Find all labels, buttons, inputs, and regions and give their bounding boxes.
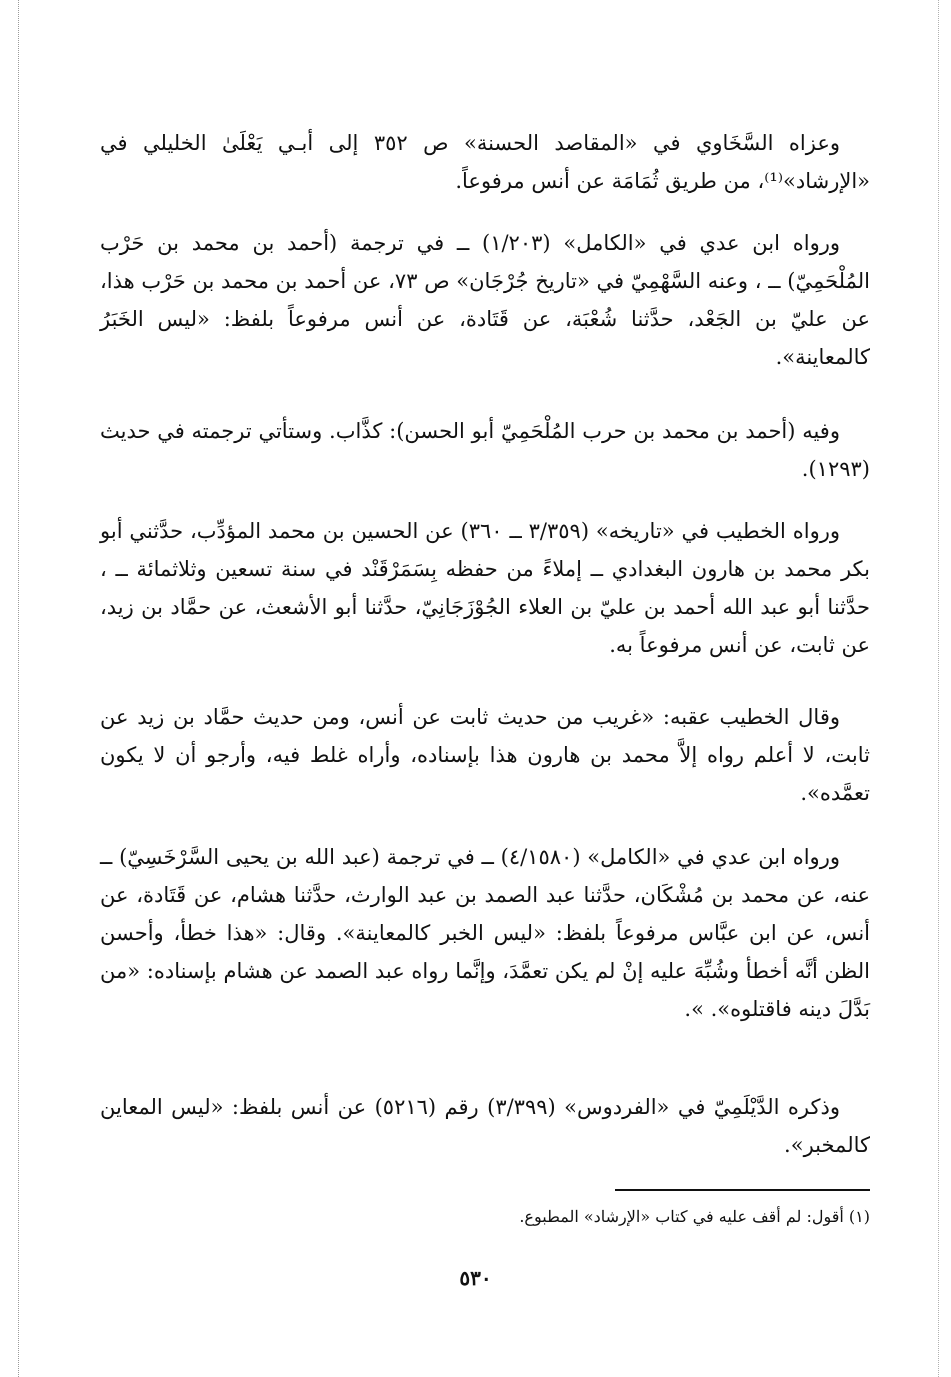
paragraph: وقال الخطيب عقبه: «غريب من حديث ثابت عن أنس، ومن حديث حمَّاد بن زيد عن ثابت، لا أعلم رواه إلاَّ محمد بن هارون هذا بإسناده، وأراه غلط فيه، وأرجو أن لا يكون تعمَّده».: [100, 705, 870, 805]
paragraph: ورواه الخطيب في «تاريخه» (٣/٣٥٩ ــ ٣٦٠) عن الحسين بن محمد المؤدِّب، حدَّثني أبو بكر محمد بن هارون البغدادي ــ إملاءً من حفظه بِسَمَرْقَنْد في سنة تسعين وثلاثمائة ــ ، حدَّثنا أبو عبد الله أحمد بن عليّ بن العلاء الجُوْزَجَانِيّ، حدَّثنا أبو الأشعث، عن حمَّاد بن زيد، عن ثابت، عن أنس مرفوعاً به.: [100, 519, 870, 657]
page-number: ٥٣٠: [459, 1266, 492, 1290]
footnote-separator: [615, 1189, 870, 1191]
paragraph-5-block: [100, 698, 870, 812]
paragraph-7-block: [100, 1088, 870, 1164]
paragraph: وعزاه السَّخَاوي في «المقاصد الحسنة» ص ٣٥٢ إلى أبـي يَعْلَىٰ الخليلي في «الإرشاد»⁽¹⁾، من طريق ثُمَامَة عن أنس مرفوعاً.: [100, 131, 870, 193]
paragraph-4-block: [100, 512, 870, 664]
footnote: (١) أقول: لم أقف عليه في كتاب «الإرشاد» المطبوع.: [519, 1207, 870, 1226]
scan-edge-left: [18, 0, 19, 1377]
paragraph-6-block: [100, 838, 870, 1028]
paragraph-1-block: [100, 124, 870, 200]
paragraph-3-block: [100, 412, 870, 488]
paragraph: وفيه (أحمد بن محمد بن حرب المُلْحَمِيّ أبو الحسن): كذَّاب. وستأتي ترجمته في حديث (١٢٩٣).: [100, 419, 870, 481]
scan-edge-right: [938, 0, 939, 1377]
paragraph-2-block: [100, 224, 870, 376]
paragraph: ورواه ابن عدي في «الكامل» (٤/١٥٨٠) ــ في ترجمة (عبد الله بن يحيى السَّرْخَسِيّ) ــ عنه، عن محمد بن مُشْكَان، حدَّثنا عبد الصمد بن عبد الوارث، حدَّثنا هشام، عن قَتَادة، عن أنس، عن ابن عبَّاس مرفوعاً بلفظ: «ليس الخبر كالمعاينة». وقال: «هذا خطأ، وأحسن الظن أنَّه أخطأ وشُبِّهَ عليه إنْ لم يكن تعمَّدَ، وإنَّما رواه عبد الصمد عن هشام بإسناده: «من بَدَّلَ دينه فاقتلوه». ».: [100, 845, 870, 1021]
paragraph: وذكره الدَّيْلَمِيّ في «الفردوس» (٣/٣٩٩) رقم (٥٢١٦) عن أنس بلفظ: «ليس المعاين كالمخبر».: [100, 1095, 870, 1157]
paragraph: ورواه ابن عدي في «الكامل» (١/٢٠٣) ــ في ترجمة (أحمد بن محمد بن حَرْب المُلْحَمِيّ) ــ ، وعنه السَّهْمِيّ في «تاريخ جُرْجَان» ص ٧٣، عن أحمد بن محمد بن حَرْب هذا، عن عليّ بن الجَعْد، حدَّثنا شُعْبَة، عن قَتَادة، عن أنس مرفوعاً بلفظ: «ليس الخَبَرُ كالمعاينة».: [100, 231, 871, 369]
